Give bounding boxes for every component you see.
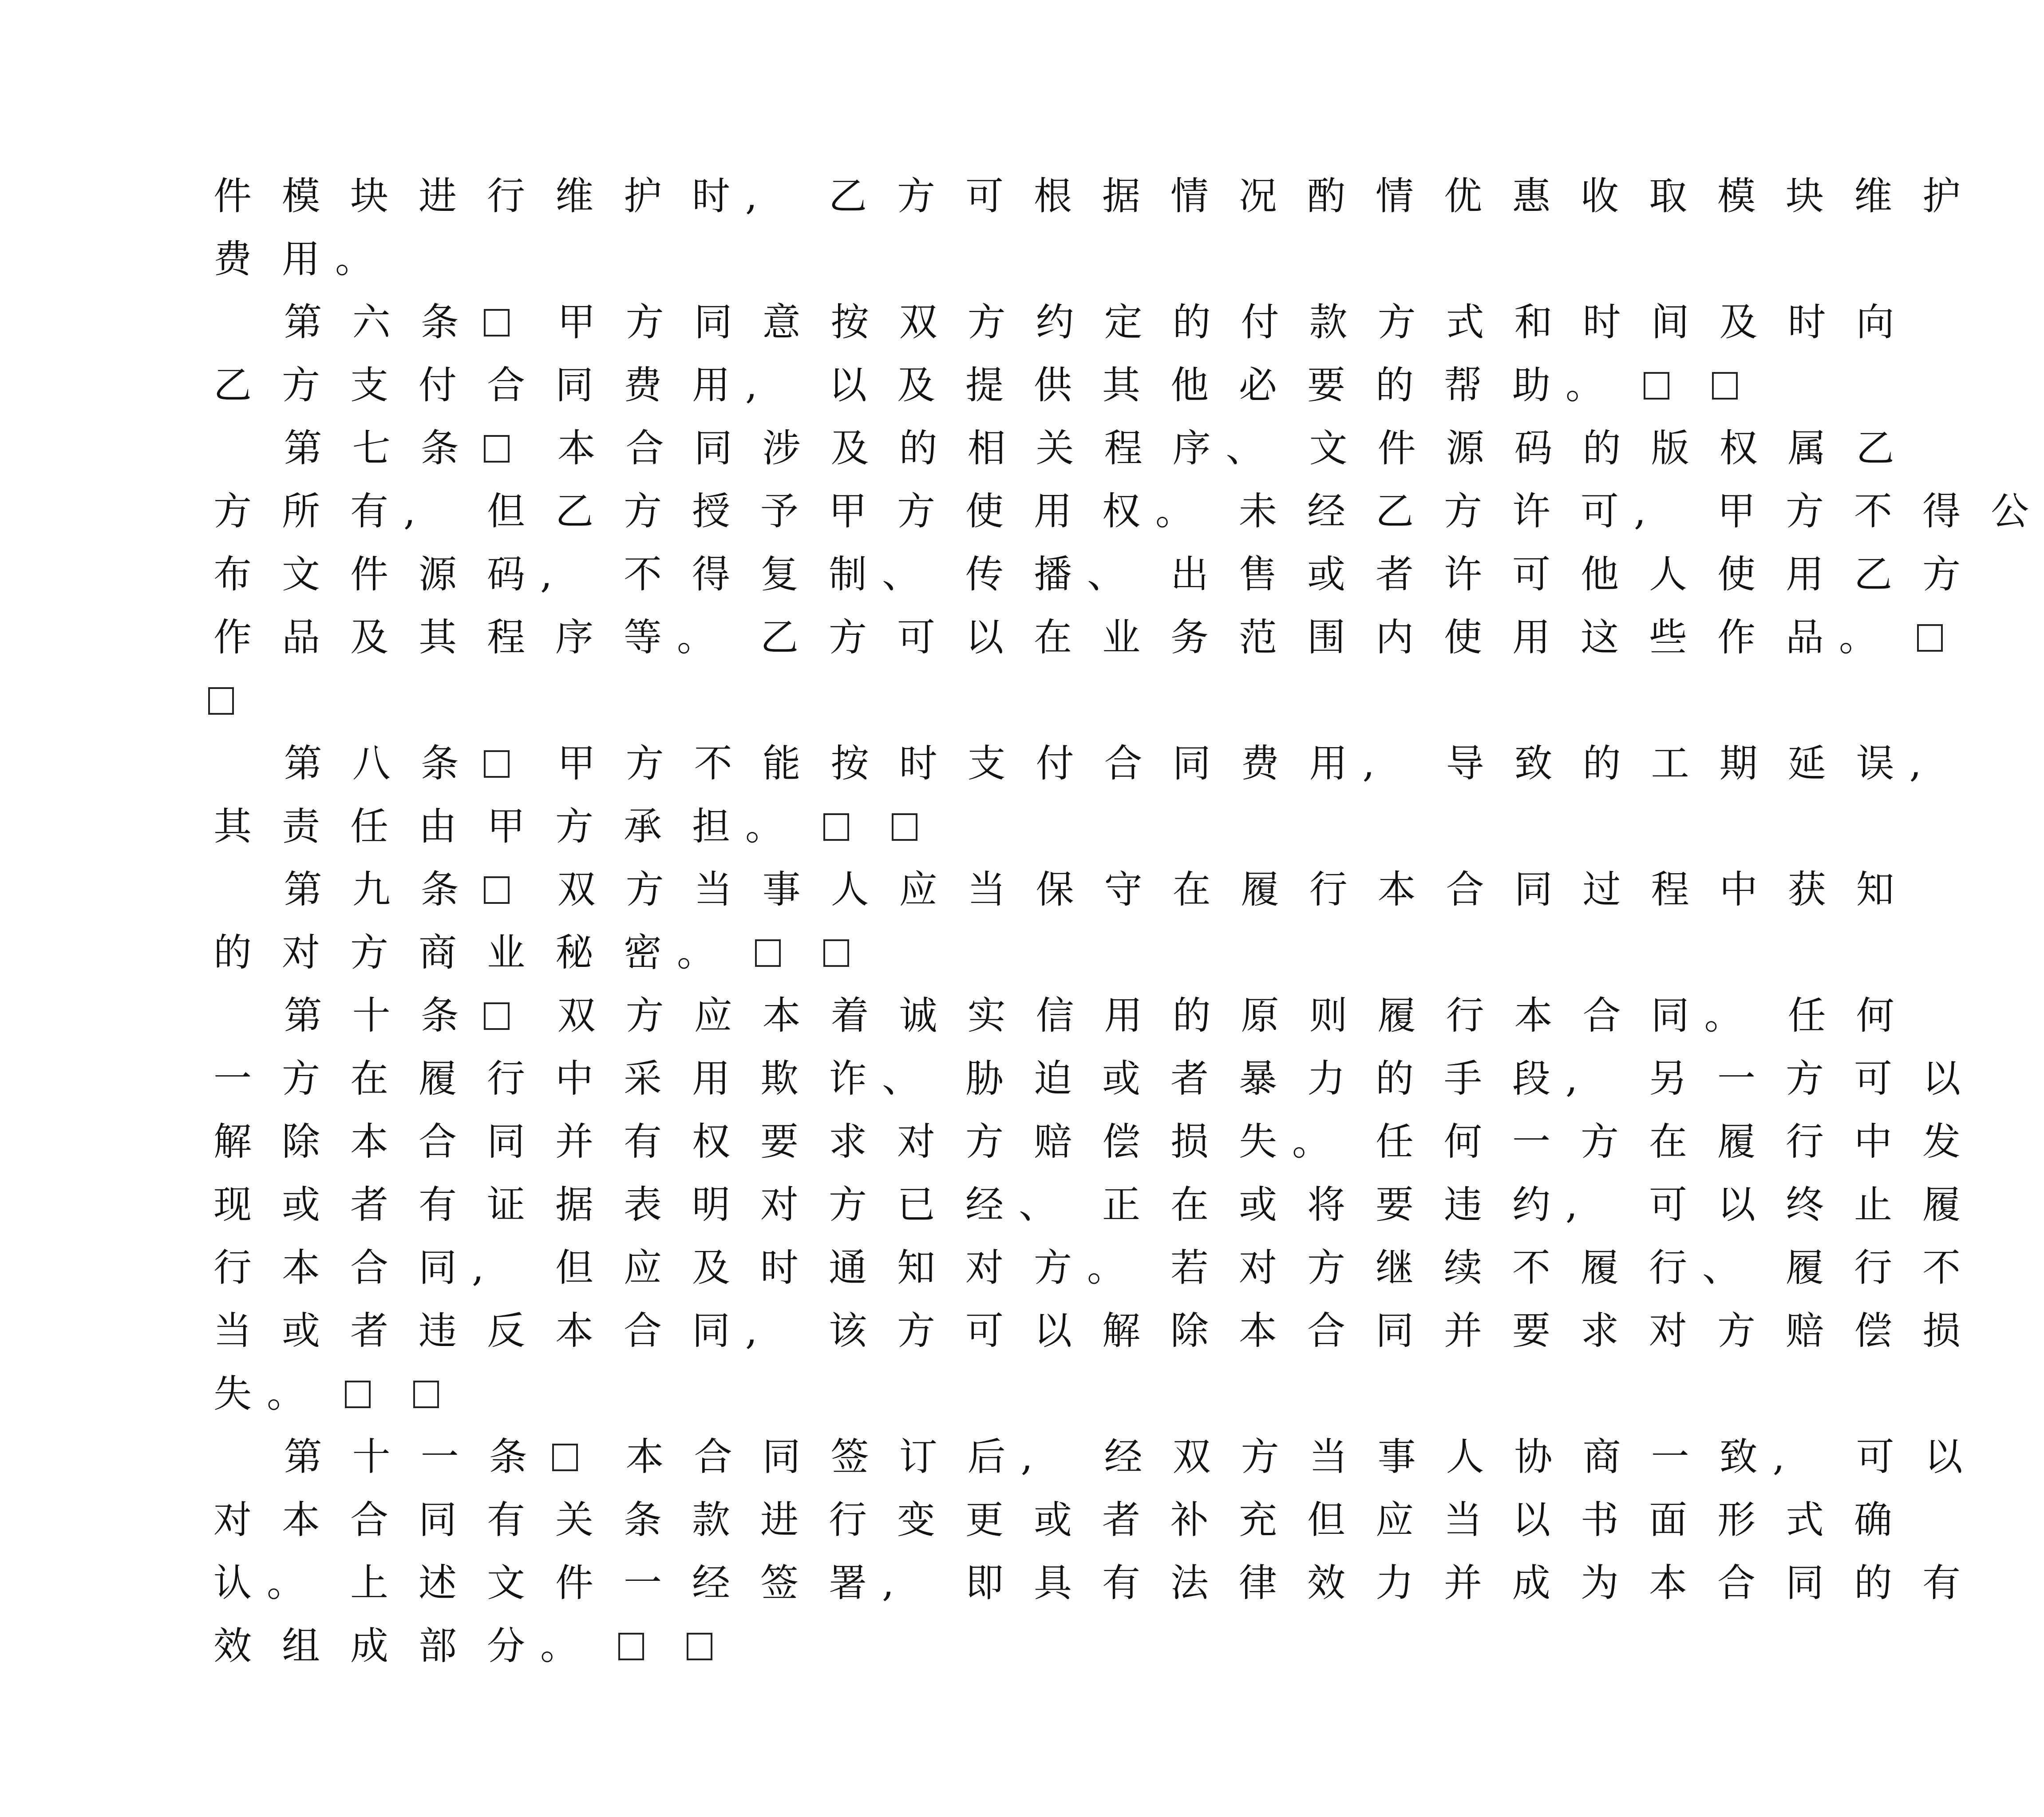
text-line: 当 或 者 违 反 本 合 同 , 该 方 可 以 解 除 本 合 同 并 要 求 对 方 赔 偿 损 (213, 1309, 1961, 1353)
text-line: 现 或 者 有 证 据 表 明 对 方 已 经 、 正 在 或 将 要 违 约 , 可 以 终 止 履 (213, 1183, 1961, 1227)
placeholder-box (335, 1367, 403, 1421)
text-line: 对 本 合 同 有 关 条 款 进 行 变 更 或 者 补 充 但 应 当 以 书 面 形 式 确 (213, 1498, 1892, 1542)
placeholder-box (474, 296, 542, 349)
text-line: 方 所 有 , 但 乙 方 授 予 甲 方 使 用 权 。 未 经 乙 方 许 可 , 甲 方 不 得 公 (213, 489, 2029, 534)
text-line: 的 对 方 商 业 秘 密 。 (198, 926, 1131, 979)
placeholder-box (474, 989, 542, 1042)
text-line: 乙 方 支 付 合 同 费 用 , 以 及 提 供 其 他 必 要 的 帮 助 。 (198, 359, 1131, 412)
text-line: 第 八 条 甲 方 不 能 按 时 支 付 合 同 费 用 , 导 致 的 工 期 延 误 , (269, 737, 1201, 790)
text-line: 作 品 及 其 程 序 等 。 乙 方 可 以 在 业 务 范 围 内 使 用 这 些 作 品 。 (198, 611, 1131, 664)
text-line: 第 六 条 甲 方 同 意 按 双 方 约 定 的 付 款 方 式 和 时 间 及 时 向 (269, 296, 1201, 349)
text-line: 费 用 。 (213, 237, 373, 281)
placeholder-box (814, 800, 882, 853)
text-line: 解 除 本 合 同 并 有 权 要 求 对 方 赔 偿 损 失 。 任 何 一 方 在 履 行 中 发 (213, 1120, 1961, 1164)
placeholder-box (403, 1367, 472, 1421)
placeholder-box (542, 1430, 611, 1484)
text-line: 第 九 条 双 方 当 事 人 应 当 保 守 在 履 行 本 合 同 过 程 中 获 知 (269, 863, 1201, 916)
placeholder-box (198, 674, 267, 727)
placeholder-box (745, 926, 814, 979)
placeholder-box (677, 1619, 745, 1673)
placeholder-box (1907, 611, 1976, 664)
placeholder-box (474, 863, 542, 916)
text-line: 失 。 (198, 1367, 1131, 1421)
placeholder-box (609, 1619, 677, 1673)
placeholder-box (474, 422, 542, 475)
text-line: 第 十 条 双 方 应 本 着 诚 实 信 用 的 原 则 履 行 本 合 同 。 任 何 (269, 989, 1201, 1042)
text-line: 其 责 任 由 甲 方 承 担 。 (198, 800, 1131, 853)
text-line: 布 文 件 源 码 , 不 得 复 制 、 传 播 、 出 售 或 者 许 可 他 人 使 用 乙 方 (213, 552, 1961, 597)
text-line (198, 674, 1131, 727)
text-line: 件 模 块 进 行 维 护 时 , 乙 方 可 根 据 情 况 酌 情 优 惠 收 取 模 块 维 护 (213, 174, 1961, 218)
text-line: 认 。 上 述 文 件 一 经 签 署 , 即 具 有 法 律 效 力 并 成 为 本 合 同 的 有 (213, 1561, 1961, 1605)
placeholder-box (814, 926, 882, 979)
text-line: 一 方 在 履 行 中 采 用 欺 诈 、 胁 迫 或 者 暴 力 的 手 段 , 另 一 方 可 以 (213, 1057, 1961, 1101)
text-line: 第 七 条 本 合 同 涉 及 的 相 关 程 序 、 文 件 源 码 的 版 权 属 乙 (269, 422, 1201, 475)
placeholder-box (1702, 359, 1771, 412)
text-line: 效 组 成 部 分 。 (198, 1619, 1131, 1673)
text-line: 第 十 一 条 本 合 同 签 订 后 , 经 双 方 当 事 人 协 商 一 致 , 可 以 (269, 1430, 1201, 1484)
placeholder-box (882, 800, 950, 853)
text-line: 行 本 合 同 , 但 应 及 时 通 知 对 方 。 若 对 方 继 续 不 履 行 、 履 行 不 (213, 1246, 1961, 1290)
placeholder-box (474, 737, 542, 790)
placeholder-box (1634, 359, 1702, 412)
